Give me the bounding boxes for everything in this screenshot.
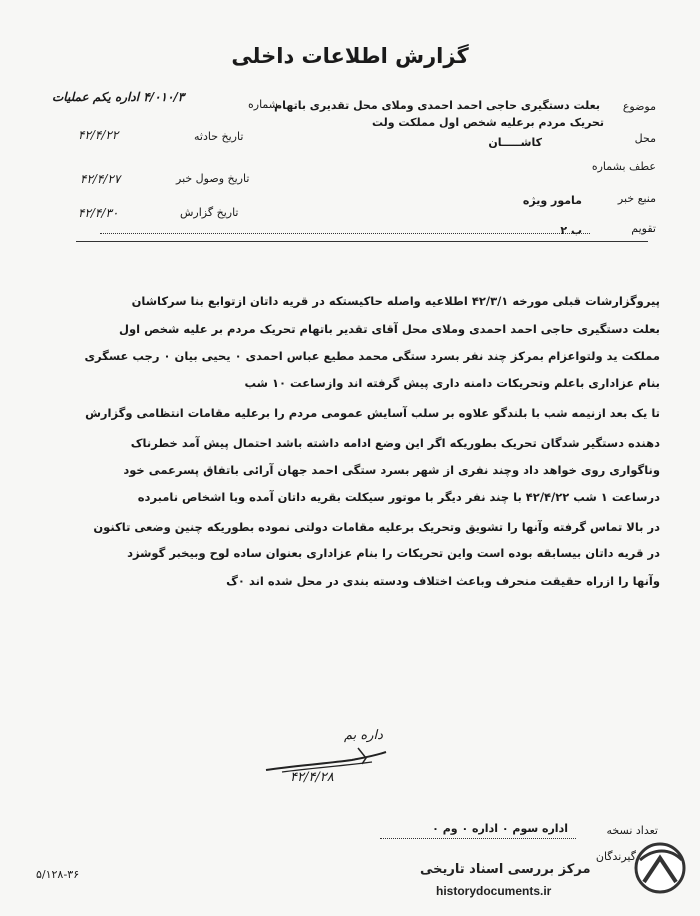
report-date-value: ۴۲/۴/۳۰ [78, 206, 119, 220]
body-line: در بالا تماس گرفته وآنها را تشویق وتحریک برعلیه مقامات دولتی نموده بطوریکه چنین وضعی تاکنون [93, 520, 660, 534]
body-line: در قریه داتان بیسابقه بوده است واین تحریکات را بنام عزاداری بعنوان ساده لوح وبیخبر گوشزد [127, 546, 660, 560]
number-label: شماره [248, 98, 279, 111]
source-value: مامور ویژه [522, 194, 582, 207]
incident-date-value: ۴۲/۴/۲۲ [78, 128, 119, 142]
evaluation-rule [100, 233, 590, 234]
evaluation-label: تقویم [631, 222, 656, 235]
body-line: بعلت دستگیری حاجی احمد احمدی وملای محل آقای تقدیر باتهام تحریک مردم بر علیه شخص اول [119, 322, 660, 336]
body-line: پیروگزارشات قبلی مورخه ۴۲/۳/۱ اطلاعیه واصله حاکیستکه در قریه داتان ازتوابع بنا سرکاشان [131, 294, 660, 308]
header-divider [76, 241, 648, 242]
archive-logo-icon [630, 838, 690, 898]
place-label: محل [634, 132, 656, 145]
subject-label: موضوع [622, 100, 656, 113]
reference-label: عطف بشماره [591, 160, 656, 173]
body-line: بنام عزاداری باعلم وتحریکات دامنه داری پیش گرفته اند وازساعت ۱۰ شب [244, 376, 660, 390]
body-line: درساعت ۱ شب ۴۲/۴/۲۲ با چند نفر دیگر با موتور سیکلت بقریه داتان آمده وبا اشخاص نامبرده [137, 490, 660, 504]
subject-value-line-2: تحریک مردم برعلیه شخص اول مملکت ولت [371, 116, 604, 129]
incident-date-label: تاریخ حادثه [194, 130, 244, 143]
report-date-label: تاریخ گزارش [180, 206, 239, 219]
body-line: دهنده دستگیر شدگان تحریک بطوریکه اگر این وضع ادامه داشته باشد احتمال پیش آمد خطرناک [130, 436, 660, 450]
body-line: وآنها را ازراه حقیقت منحرف وباعث اختلاف ودسته بندی در محل شده اند ۰گ [226, 574, 660, 588]
handwritten-date: ۴۲/۴/۲۸ [290, 770, 334, 785]
place-value: کاشـــــان [488, 136, 542, 149]
number-value: ۴/۰۱۰/۳ اداره یکم عملیات [52, 90, 185, 104]
received-date-label: تاریخ وصول خبر [176, 172, 250, 185]
watermark-title: مرکز بررسی اسناد تاریخی [420, 862, 591, 877]
body-line: وناگواری روی خواهد داد وچند نفری از شهر بسرد ستگی احمد جهان آرائی باتفاق پسرعمی خود [123, 463, 660, 477]
body-line: تا یک بعد ازنیمه شب با بلندگو علاوه بر سلب آسایش عمومی مردم را برعلیه مقامات انتظامی وگزارش [85, 406, 660, 420]
received-date-value: ۴۲/۴/۲۷ [80, 172, 121, 186]
document-code: ۵/۱۲۸-۳۶ [36, 868, 80, 881]
signature-initials: داره بم [344, 728, 383, 743]
copies-rule [380, 838, 576, 839]
recipients-label: گیرندگان [595, 850, 636, 863]
body-line: مملکت ید ولتواعزام بمرکز چند نفر بسرد ستگی محمد مطیع عباس احمدی ۰ یحیی بیان ۰ رجب عسگری [84, 349, 660, 363]
watermark-url: historydocuments.ir [436, 884, 552, 898]
copies-value: اداره سوم ۰ اداره ۰ وم ۰ [432, 822, 568, 835]
archive-logo [630, 838, 690, 898]
source-label: منبع خبر [617, 192, 656, 205]
evaluation-value: ب ۲ [560, 224, 582, 237]
subject-value-line-1: بعلت دستگیری حاجی احمد احمدی وملای محل تقدیری باتهام [274, 99, 600, 112]
copies-label: تعداد نسخه [606, 824, 658, 837]
report-title: گزارش اطلاعات داخلی [231, 44, 469, 68]
